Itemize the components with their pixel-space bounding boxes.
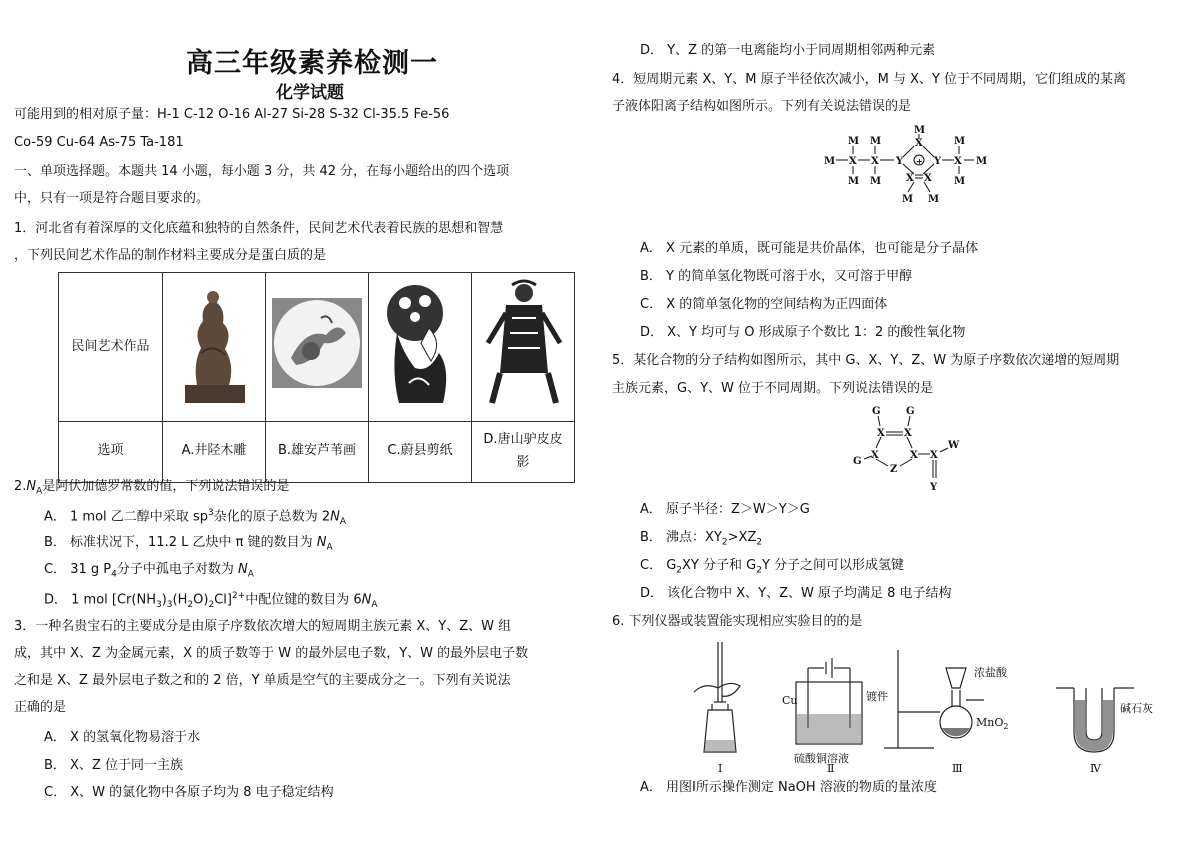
struct-g1: G xyxy=(872,406,881,417)
struct-m6: M xyxy=(870,176,882,187)
atomic-masses-line2: Co-59 Cu-64 As-75 Ta-181 xyxy=(14,135,184,150)
struct-x4: X xyxy=(915,138,923,149)
q4-option-b: B． Y 的简单氢化物既可溶于水，又可溶于甲醇 xyxy=(640,269,913,284)
struct-m1: M xyxy=(824,156,836,167)
shadow-puppet-image xyxy=(472,273,575,422)
struct-x10: X xyxy=(910,450,918,461)
q6-numeral-2: Ⅱ xyxy=(827,762,835,775)
q3-line1: 3．一种名贵宝石的主要成分是由原子序数依次增大的短周期主族元素 X、Y、Z、W 组 xyxy=(14,619,512,634)
q4-line2: 子液体阳离子结构如图所示。下列有关说法错误的是 xyxy=(612,99,912,114)
q6-label-plating: 镀件 xyxy=(866,690,888,703)
reed-painting-image xyxy=(266,273,369,422)
struct-m3: M xyxy=(848,136,860,147)
q5-option-c: C． $G_2XY$ 分子和 $G_2Y$ 分子之间可以形成氢键 xyxy=(640,558,905,576)
struct-x5: X xyxy=(906,173,914,184)
struct-w: W xyxy=(948,440,960,451)
q5-option-a: A． 原子半径：Z＞W＞Y＞G xyxy=(640,502,810,517)
q1-line2: ，下列民间艺术作品的制作材料主要成分是蛋白质的是 xyxy=(14,248,327,263)
q6-numeral-3: Ⅲ xyxy=(952,762,963,775)
q1-table-row2-label: 选项 xyxy=(59,421,163,482)
q6-label-hcl: 浓盐酸 xyxy=(974,666,1007,679)
struct-m5: M xyxy=(848,176,860,187)
q6-numeral-4: Ⅳ xyxy=(1090,762,1101,775)
q1-option-b: B.雄安芦苇画 xyxy=(266,421,369,482)
struct-y1: Y xyxy=(896,156,904,167)
struct-x2: X xyxy=(871,156,879,167)
q5-option-b: B． 沸点：$XY_2>XZ_2$ xyxy=(640,530,763,548)
struct-g3: G xyxy=(853,456,862,467)
struct-x7: X xyxy=(877,428,885,439)
section1-line2: 中，只有一项是符合题目要求的。 xyxy=(14,191,210,206)
struct-m8: M xyxy=(954,136,966,147)
q5-option-d: D． 该化合物中 X、Y、Z、W 原子均满足 8 电子结构 xyxy=(640,586,952,601)
struct-x3: X xyxy=(954,156,962,167)
wood-carving-image xyxy=(163,273,266,422)
q6-apparatus-figure xyxy=(684,640,1162,775)
q6-label-solution: 硫酸铜溶液 xyxy=(794,752,849,765)
q2-stem: $2.N_A$是阿伏加德罗常数的值，下列说法错误的是 xyxy=(14,479,290,497)
q5-molecule-structure xyxy=(848,404,958,494)
q4-cation-structure xyxy=(824,124,989,206)
paper-cut-image xyxy=(369,273,472,422)
q5-line1: 5．某化合物的分子结构如图所示，其中 G、X、Y、Z、W 为原子序数依次递增的短周期 xyxy=(612,353,1120,368)
struct-y3: Y xyxy=(930,482,938,493)
q2-option-c: C． 31 g $P_4$分子中孤电子对数为 $N_A$ xyxy=(44,562,254,580)
q1-option-d-line2: 影 xyxy=(516,454,530,470)
section1-line1: 一、单项选择题。本题共 14 小题，每小题 3 分，共 42 分，在每小题给出的四个选项 xyxy=(14,164,510,179)
page-title: 高三年级素养检测一 xyxy=(186,48,438,79)
struct-y2: Y xyxy=(934,156,942,167)
q6-label-cu: Cu xyxy=(782,694,798,707)
struct-x1: X xyxy=(849,156,857,167)
struct-plus: + xyxy=(916,156,923,166)
q5-line2: 主族元素，G、Y、W 位于不同周期。下列说法错误的是 xyxy=(612,381,934,396)
q3-line2: 成，其中 X、Z 为金属元素，X 的质子数等于 W 的最外层电子数，Y、W 的最外层电子数 xyxy=(14,646,529,661)
page-subtitle: 化学试题 xyxy=(276,83,344,103)
q1-option-c: C.蔚县剪纸 xyxy=(369,421,472,482)
q1-art-table xyxy=(58,272,575,483)
q3-option-c: C． X、W 的氯化物中各原子均为 8 电子稳定结构 xyxy=(44,785,334,800)
struct-x6: X xyxy=(924,173,932,184)
q3-option-b: B． X、Z 位于同一主族 xyxy=(44,758,183,773)
q6-label-soda-lime: 碱石灰 xyxy=(1120,702,1153,715)
q1-line1: 1．河北省有着深厚的文化底蕴和独特的自然条件，民间艺术代表着民族的思想和智慧 xyxy=(14,221,504,236)
q6-stem: 6. 下列仪器或装置能实现相应实验目的的是 xyxy=(612,614,863,629)
q3-line3: 之和是 X、Z 最外层电子数之和的 2 倍，Y 单质是空气的主要成分之一。下列有关说法 xyxy=(14,673,511,688)
q2-option-d: D． 1 mol $[Cr(NH_3)_3(H_2O)_2Cl]^{2+}$中配位键的数目为 $6N_A$ xyxy=(44,591,378,610)
q3-option-d: D． Y、Z 的第一电离能均小于同周期相邻两种元素 xyxy=(640,43,936,58)
q1-table-row1-label: 民间艺术作品 xyxy=(59,273,163,422)
q3-option-a: A． X 的氢氧化物易溶于水 xyxy=(44,730,201,745)
struct-m10: M xyxy=(902,194,914,205)
struct-z: Z xyxy=(890,464,898,475)
struct-m4: M xyxy=(870,136,882,147)
q1-option-d-line1: D.唐山驴皮皮 xyxy=(483,432,563,447)
struct-x9: X xyxy=(871,450,879,461)
atomic-masses-line1: 可能用到的相对原子量：H-1 C-12 O-16 Al-27 Si-28 S-32 Cl-35.5 Fe-56 xyxy=(14,107,450,122)
q2-option-b: B． 标准状况下，11.2 L 乙炔中 π 键的数目为 $N_A$ xyxy=(44,535,333,553)
q4-option-a: A． X 元素的单质，既可能是共价晶体，也可能是分子晶体 xyxy=(640,241,979,256)
q4-option-d: D． X、Y 均可与 O 形成原子个数比 1：2 的酸性氧化物 xyxy=(640,325,966,340)
q1-option-a: A.井陉木雕 xyxy=(163,421,266,482)
struct-g2: G xyxy=(906,406,915,417)
struct-m9: M xyxy=(954,176,966,187)
struct-m11: M xyxy=(928,194,940,205)
q6-option-a: A． 用图Ⅰ所示操作测定 NaOH 溶液的物质的量浓度 xyxy=(640,780,937,795)
q4-option-c: C． X 的简单氢化物的空间结构为正四面体 xyxy=(640,297,888,312)
q2-option-a: A． 1 mol 乙二醇中采取 $sp^3$杂化的原子总数为 $2N_A$ xyxy=(44,508,346,527)
q3-line4: 正确的是 xyxy=(14,700,67,715)
struct-m2: M xyxy=(976,156,988,167)
q1-option-d xyxy=(472,421,575,482)
q6-label-mno2: MnO$_2$ xyxy=(976,716,1009,731)
struct-x8: X xyxy=(904,428,912,439)
q6-numeral-1: Ⅰ xyxy=(718,762,723,775)
q4-line1: 4．短周期元素 X、Y、M 原子半径依次减小，M 与 X、Y 位于不同周期，它们组成的某离 xyxy=(612,72,1127,87)
struct-x11: X xyxy=(930,450,938,461)
struct-m7: M xyxy=(914,125,926,136)
